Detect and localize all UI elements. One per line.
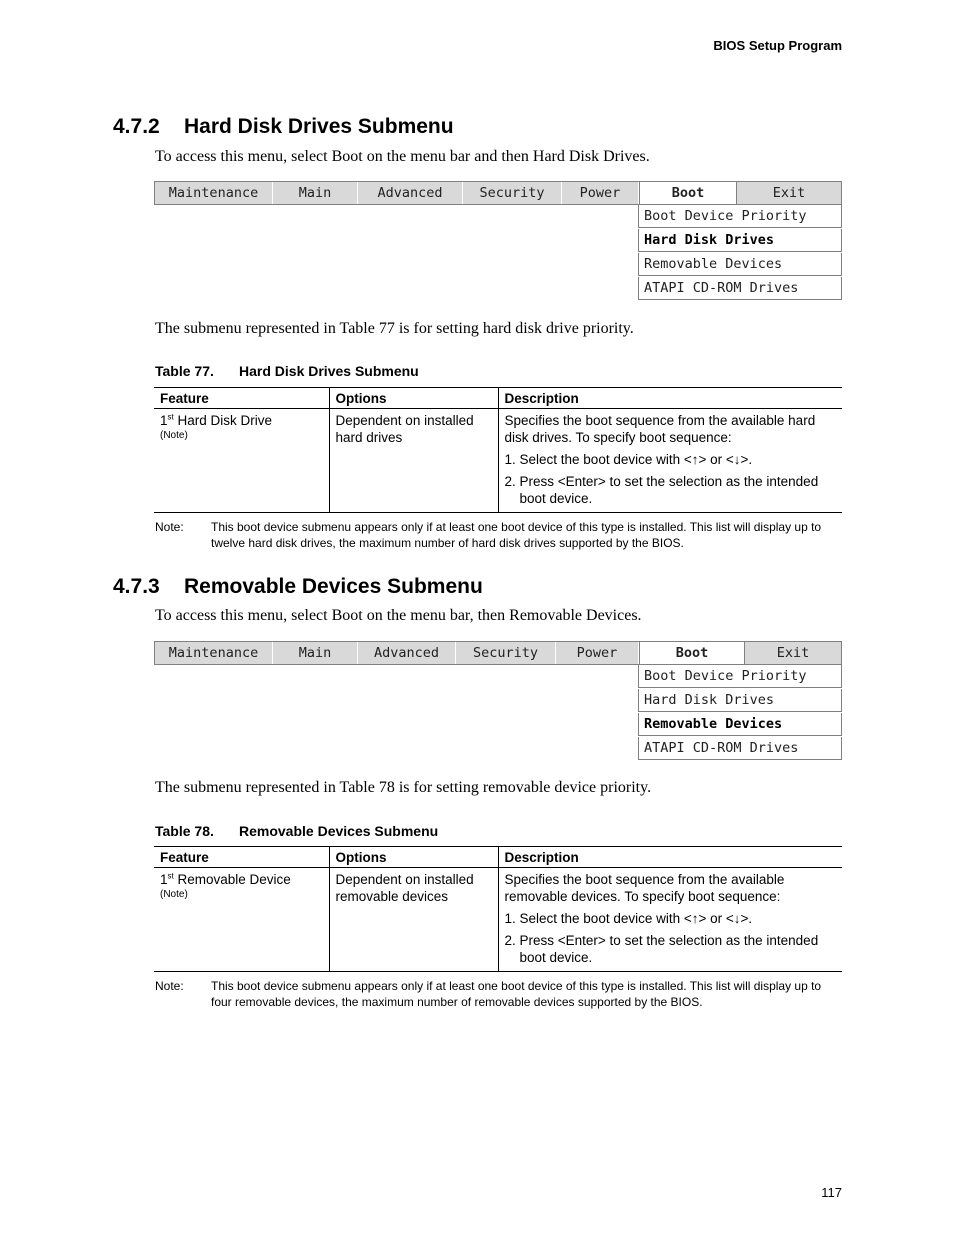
section-number: 4.7.2 (113, 115, 160, 138)
submenu-item-removable-devices[interactable]: Removable Devices (638, 713, 842, 736)
removable-devices-table (154, 846, 842, 972)
note-text: This boot device submenu appears only if at least one boot device of this type is installed. This list will display up to four removable devices, the maximum number of removable devices supported by the BIOS. (211, 979, 822, 1009)
options-cell: Dependent on installed removable devices (329, 868, 498, 972)
section-lead: The submenu represented in Table 78 is for setting removable device priority. (155, 779, 652, 796)
section-title: Hard Disk Drives Submenu (184, 115, 454, 138)
menu-tab-security[interactable]: Security (456, 642, 556, 664)
table-number: Table 77. (155, 363, 214, 379)
bios-menu-bar (154, 641, 842, 665)
bios-menu-bar (154, 181, 842, 205)
feature-name: Hard Disk Drive (173, 413, 273, 428)
feature-cell (154, 868, 329, 972)
submenu-item-removable-devices[interactable]: Removable Devices (638, 253, 842, 276)
description-intro: Specifies the boot sequence from the available removable devices. To specify boot sequence: (504, 872, 785, 904)
submenu-item-boot-device-priority[interactable]: Boot Device Priority (638, 205, 842, 228)
submenu-item-atapi-cdrom-drives[interactable]: ATAPI CD-ROM Drives (638, 277, 842, 300)
description-step-2: 2. Press <Enter> to set the selection as the intended boot device. (504, 933, 819, 965)
description-step-1: 1. Select the boot device with <↑> or <↓>. (504, 452, 753, 467)
menu-tab-security[interactable]: Security (463, 182, 562, 204)
menu-tab-power[interactable]: Power (562, 182, 639, 204)
table-title: Hard Disk Drives Submenu (239, 363, 419, 379)
feature-ordinal-suffix: st (167, 871, 174, 881)
menu-tab-boot[interactable]: Boot (639, 642, 745, 664)
table-caption (155, 363, 419, 379)
description-cell (498, 868, 842, 972)
feature-cell (154, 409, 329, 513)
column-header-feature: Feature (154, 847, 329, 868)
boot-submenu (638, 205, 842, 301)
column-header-description: Description (498, 388, 842, 409)
menu-tab-boot[interactable]: Boot (639, 182, 737, 204)
menu-tab-main[interactable]: Main (273, 642, 358, 664)
page-number: 117 (821, 1185, 842, 1200)
feature-note-ref: (Note) (160, 430, 188, 441)
table-row (154, 868, 842, 972)
section-title: Removable Devices Submenu (184, 575, 483, 598)
menu-tab-maintenance[interactable]: Maintenance (155, 642, 273, 664)
menu-tab-maintenance[interactable]: Maintenance (155, 182, 273, 204)
table-title: Removable Devices Submenu (239, 823, 439, 839)
options-cell: Dependent on installed hard drives (329, 409, 498, 513)
menu-tab-power[interactable]: Power (556, 642, 639, 664)
feature-ordinal: 1 (160, 413, 168, 428)
hard-disk-drives-table (154, 387, 842, 513)
table-header-row (154, 847, 842, 868)
description-step-1: 1. Select the boot device with <↑> or <↓>. (504, 911, 753, 926)
feature-note-ref: (Note) (160, 889, 188, 900)
column-header-options: Options (329, 847, 498, 868)
section-intro: To access this menu, select Boot on the menu bar and then Hard Disk Drives. (155, 148, 650, 165)
note-text: This boot device submenu appears only if at least one boot device of this type is installed. This list will display up to twelve hard disk drives, the maximum number of hard disk drives supported by the BIOS. (211, 520, 822, 550)
boot-submenu (638, 665, 842, 761)
submenu-item-boot-device-priority[interactable]: Boot Device Priority (638, 665, 842, 688)
table-number: Table 78. (155, 823, 214, 839)
description-step-2: 2. Press <Enter> to set the selection as the intended boot device. (504, 474, 819, 506)
section-lead: The submenu represented in Table 77 is for setting hard disk drive priority. (155, 320, 634, 337)
menu-tab-advanced[interactable]: Advanced (358, 182, 463, 204)
section-number: 4.7.3 (113, 575, 160, 598)
section-intro: To access this menu, select Boot on the menu bar, then Removable Devices. (155, 607, 642, 624)
submenu-item-hard-disk-drives[interactable]: Hard Disk Drives (638, 229, 842, 252)
description-cell (498, 409, 842, 513)
menu-tab-advanced[interactable]: Advanced (358, 642, 456, 664)
column-header-feature: Feature (154, 388, 329, 409)
table-row (154, 409, 842, 513)
description-intro: Specifies the boot sequence from the available hard disk drives. To specify boot sequence: (504, 413, 816, 445)
table-caption (155, 823, 438, 839)
menu-tab-exit[interactable]: Exit (772, 185, 806, 201)
table-note (155, 978, 845, 1010)
submenu-item-atapi-cdrom-drives[interactable]: ATAPI CD-ROM Drives (638, 737, 842, 760)
feature-ordinal-suffix: st (167, 412, 174, 422)
section-heading-4-7-2 (113, 115, 454, 139)
table-header-row (154, 388, 842, 409)
table-note (155, 519, 845, 551)
note-label: Note: (155, 979, 184, 993)
column-header-description: Description (498, 847, 842, 868)
feature-ordinal: 1 (160, 872, 168, 887)
feature-name: Removable Device (173, 872, 291, 887)
running-head: BIOS Setup Program (713, 38, 842, 53)
section-heading-4-7-3 (113, 575, 483, 599)
column-header-options: Options (329, 388, 498, 409)
submenu-item-hard-disk-drives[interactable]: Hard Disk Drives (638, 689, 842, 712)
menu-tab-main[interactable]: Main (273, 182, 358, 204)
note-label: Note: (155, 520, 184, 534)
menu-tab-exit[interactable]: Exit (776, 645, 810, 661)
